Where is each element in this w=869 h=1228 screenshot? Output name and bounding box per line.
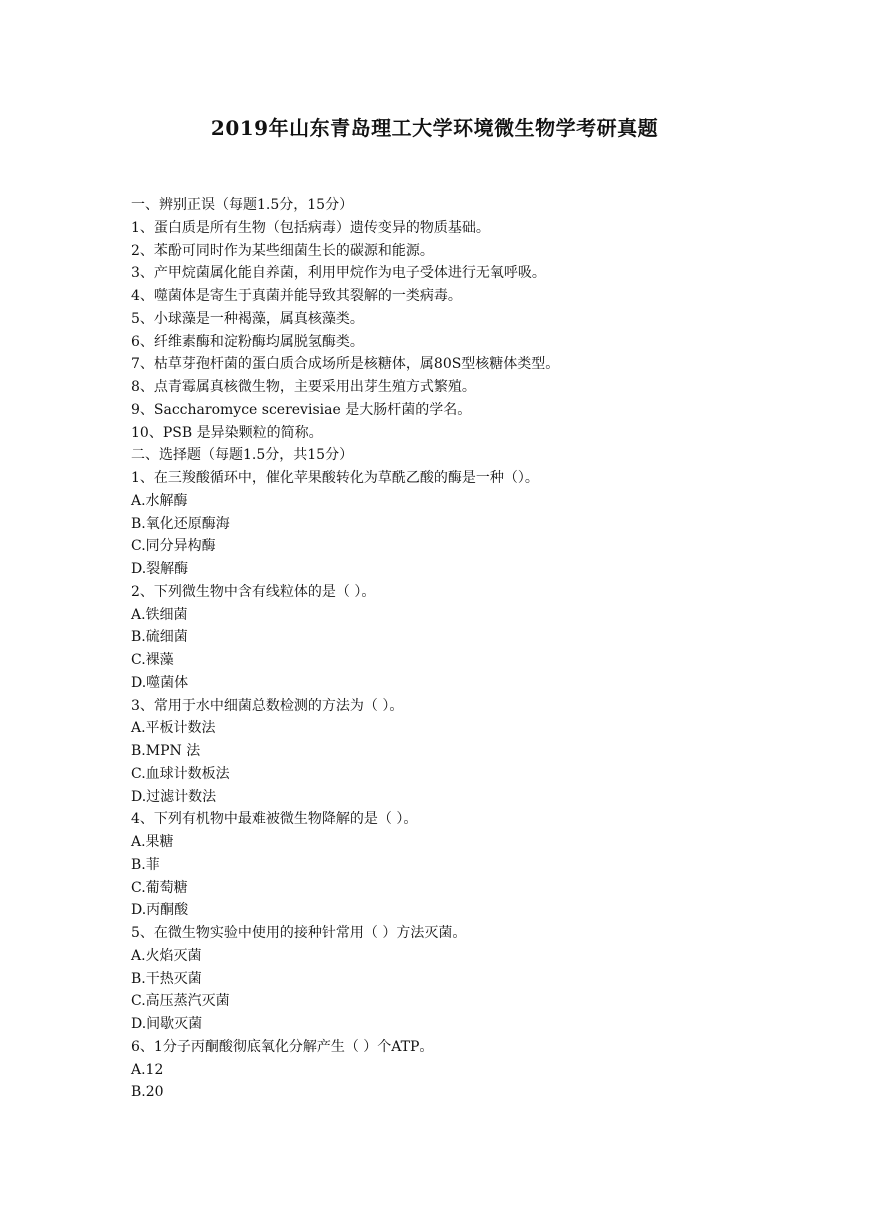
question-line: 4、噬菌体是寄生于真菌并能导致其裂解的一类病毒。	[131, 288, 462, 304]
answer-option: A.火焰灭菌	[131, 947, 202, 964]
answer-option: A.果糖	[131, 834, 174, 850]
question-line: 6、1分子丙酮酸彻底氧化分解产生（ ）个ATP。	[131, 1038, 434, 1055]
question-line: 5、小球藻是一种褐藻，属真核藻类。	[131, 310, 364, 327]
answer-option: A.铁细菌	[131, 606, 188, 623]
question-line: 10、PSB 是异染颗粒的简称。	[131, 424, 323, 441]
answer-option: B.20	[131, 1084, 164, 1101]
question-line: 1、在三羧酸循环中，催化苹果酸转化为草酰乙酸的酶是一种（）。	[131, 470, 539, 486]
answer-option: A.12	[131, 1061, 164, 1078]
answer-option: B.氧化还原酶海	[131, 515, 230, 532]
answer-option: B.MPN 法	[131, 743, 201, 759]
question-line: 4、下列有机物中最难被微生物降解的是（ ）。	[131, 811, 418, 828]
document-title: 2019年山东青岛理工大学环境微生物学考研真题	[210, 116, 659, 140]
question-line: 3、常用于水中细菌总数检测的方法为（ ）。	[131, 697, 404, 714]
answer-option: B.硫细菌	[131, 629, 188, 646]
question-line: 5、在微生物实验中使用的接种针常用（ ）方法灭菌。	[131, 925, 467, 941]
question-line: 6、纤维素酶和淀粉酶均属脱氢酶类。	[131, 333, 364, 350]
answer-option: D.丙酮酸	[131, 902, 189, 919]
question-line: 2、苯酚可同时作为某些细菌生长的碳源和能源。	[131, 242, 434, 259]
answer-option: D.间歇灭菌	[131, 1016, 203, 1032]
answer-option: D.过滤计数法	[131, 788, 217, 805]
answer-option: C.高压蒸汽灭菌	[131, 993, 230, 1010]
answer-option: C.裸藻	[131, 652, 174, 668]
answer-option: B.菲	[131, 856, 160, 873]
answer-option: A.水解酶	[131, 492, 188, 509]
question-line: 3、产甲烷菌属化能自养菌，利用甲烷作为电子受体进行无氧呼吸。	[131, 265, 546, 282]
question-line: 7、枯草芽孢杆菌的蛋白质合成场所是核糖体，属80S型核糖体类型。	[131, 356, 560, 373]
document-body	[131, 194, 821, 1104]
question-line: 9、Saccharomyce scerevisiae 是大肠杆菌的学名。	[131, 401, 472, 418]
answer-option: A.平板计数法	[131, 720, 216, 737]
section-heading-multiple-choice: 二、选择题（每题1.5分，共15分）	[131, 447, 354, 464]
answer-option: C.葡萄糖	[131, 879, 188, 896]
question-line: 2、下列微生物中含有线粒体的是（ ）。	[131, 583, 376, 600]
answer-option: C.同分异构酶	[131, 538, 216, 555]
answer-option: C.血球计数板法	[131, 765, 230, 782]
answer-option: D.噬菌体	[131, 674, 189, 691]
question-line: 1、蛋白质是所有生物（包括病毒）遗传变异的物质基础。	[131, 219, 490, 236]
answer-option: D.裂解酶	[131, 561, 189, 577]
question-line: 8、点青霉属真核微生物，主要采用出芽生殖方式繁殖。	[131, 379, 476, 395]
answer-option: B.干热灭菌	[131, 970, 202, 987]
section-heading-true-false: 一、辨别正误（每题1.5分，15分）	[131, 197, 354, 213]
